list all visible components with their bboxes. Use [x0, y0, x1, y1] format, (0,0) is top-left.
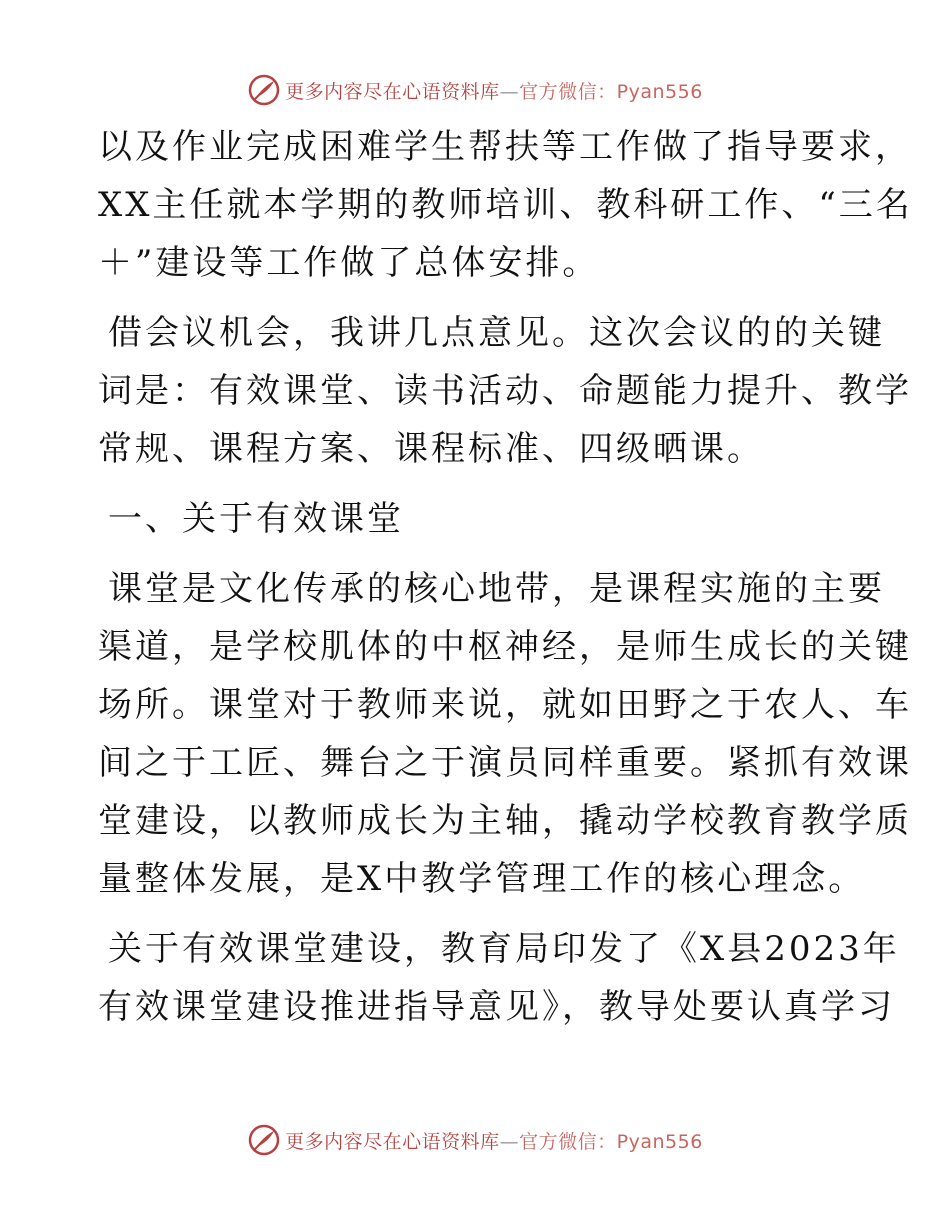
feather-seal-icon	[247, 73, 281, 107]
bottom-watermark-banner	[0, 1120, 950, 1160]
paragraph-3	[98, 560, 912, 908]
text-line: 堂建设，以教师成长为主轴，撬动学校教育教学质	[98, 801, 912, 841]
paragraph-4	[98, 920, 900, 1036]
section-heading	[98, 490, 858, 548]
watermark-wechat: 官方微信：Pyan556	[519, 80, 703, 103]
text-line: ＋”建设等工作做了总体安排。	[98, 243, 600, 283]
text-line: 渠道，是学校肌体的中枢神经，是师生成长的关键	[98, 627, 912, 667]
text-line: 关于有效课堂建设，教育局印发了《X县2023年	[108, 929, 900, 969]
watermark-text	[285, 1127, 703, 1154]
watermark-brand: 更多内容尽在心语资料库	[285, 1130, 500, 1153]
paragraph-1	[98, 118, 913, 292]
watermark-separator: —	[499, 80, 520, 103]
paragraph-2	[98, 304, 912, 478]
text-line: 场所。课堂对于教师来说，就如田野之于农人、车	[98, 685, 912, 725]
watermark-brand: 更多内容尽在心语资料库	[285, 80, 500, 103]
text-line: 课堂是文化传承的核心地带，是课程实施的主要	[108, 569, 885, 609]
text-line: 常规、课程方案、课程标准、四级晒课。	[98, 429, 764, 469]
text-line: XX主任就本学期的教师培训、教科研工作、“三名	[98, 185, 913, 225]
text-line: 间之于工匠、舞台之于演员同样重要。紧抓有效课	[98, 743, 912, 783]
text-line: 借会议机会，我讲几点意见。这次会议的的关键	[108, 313, 885, 353]
heading-line: 一、关于有效课堂	[108, 499, 404, 539]
watermark-separator: —	[499, 1130, 520, 1153]
watermark-wechat: 官方微信：Pyan556	[519, 1130, 703, 1153]
top-watermark-banner	[0, 70, 950, 110]
text-line: 词是：有效课堂、读书活动、命题能力提升、教学	[98, 371, 912, 411]
document-body	[98, 118, 913, 1048]
watermark-text	[285, 77, 703, 104]
text-line: 以及作业完成困难学生帮扶等工作做了指导要求，	[98, 127, 912, 167]
text-line: 量整体发展，是X中教学管理工作的核心理念。	[98, 859, 866, 899]
text-line: 有效课堂建设推进指导意见》，教导处要认真学习	[98, 987, 895, 1027]
feather-seal-icon	[247, 1123, 281, 1157]
